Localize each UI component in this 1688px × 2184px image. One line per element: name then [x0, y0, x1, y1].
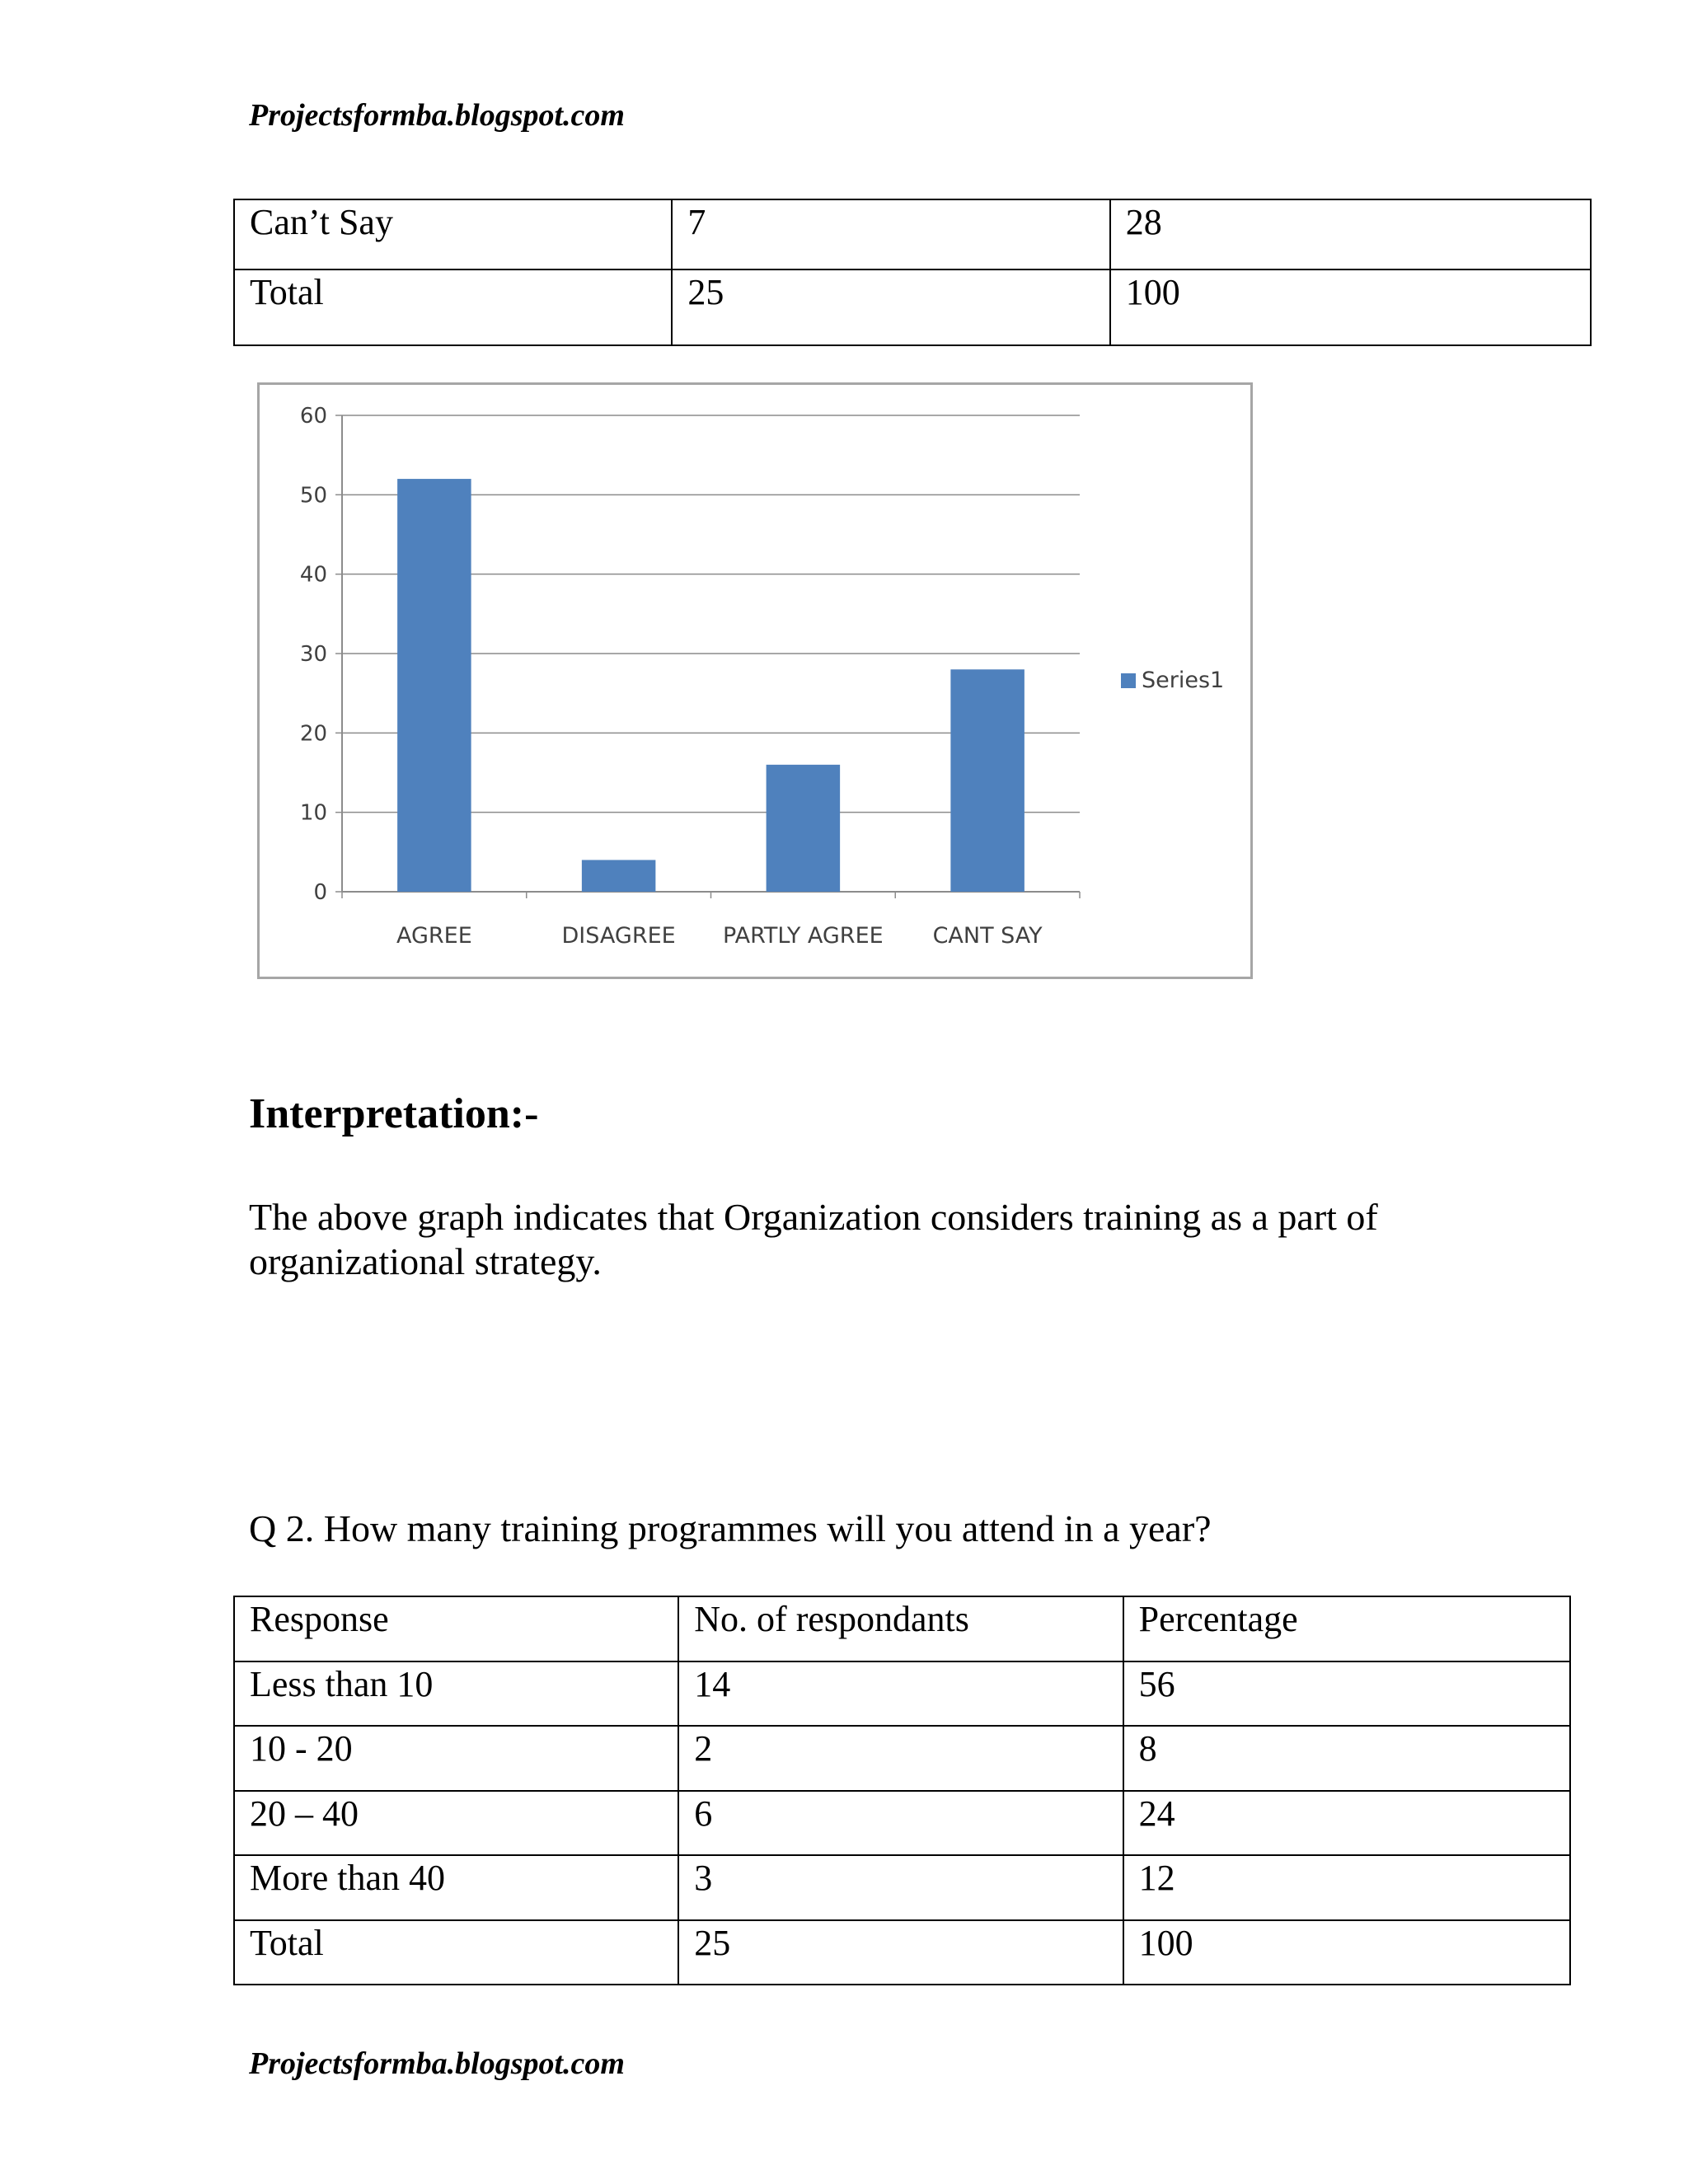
table-row — [234, 1661, 1570, 1727]
table-row — [234, 1726, 1570, 1791]
y-tick-label: 20 — [299, 721, 327, 747]
bar — [767, 765, 841, 892]
table-header-row — [234, 1596, 1570, 1661]
y-tick-label: 50 — [299, 483, 327, 509]
table-row — [234, 269, 1591, 345]
table-cell: 25 — [678, 1920, 1123, 1985]
table-row — [234, 1855, 1570, 1920]
bar — [582, 860, 656, 892]
table-header-cell: No. of respondants — [678, 1596, 1123, 1661]
table-cell: 8 — [1123, 1726, 1570, 1791]
bar — [950, 669, 1025, 892]
interpretation-line: organizational strategy. — [249, 1240, 602, 1282]
question-2-text: Q 2. How many training programmes will you attend in a year? — [249, 1507, 1212, 1549]
table-cell: Can’t Say — [234, 199, 672, 269]
table-cell: 10 - 20 — [234, 1726, 678, 1791]
table-cell: 6 — [678, 1791, 1123, 1856]
interpretation-title: Interpretation:- — [249, 1090, 539, 1137]
category-label: AGREE — [396, 923, 472, 949]
table-cell: 28 — [1110, 199, 1591, 269]
table-cell: 3 — [678, 1855, 1123, 1920]
bar-chart — [257, 382, 1253, 979]
table-row — [234, 199, 1591, 269]
table-cell: Less than 10 — [234, 1661, 678, 1727]
table-row — [234, 1920, 1570, 1985]
table-cell: 100 — [1123, 1920, 1570, 1985]
table-cell: 14 — [678, 1661, 1123, 1727]
page-footer: Projectsformba.blogspot.com — [249, 2046, 625, 2081]
category-label: PARTLY AGREE — [723, 923, 884, 949]
table-cell: 56 — [1123, 1661, 1570, 1727]
interpretation-text — [249, 1195, 1485, 1284]
table-cell: 20 – 40 — [234, 1791, 678, 1856]
table-cell: 12 — [1123, 1855, 1570, 1920]
response-table-continued — [233, 199, 1592, 346]
table-cell: 100 — [1110, 269, 1591, 345]
table-cell: 24 — [1123, 1791, 1570, 1856]
bar-chart-svg — [260, 385, 1250, 977]
table-cell: 7 — [672, 199, 1109, 269]
y-tick-label: 10 — [299, 800, 327, 826]
y-tick-label: 0 — [313, 880, 327, 905]
table-cell: 25 — [672, 269, 1109, 345]
question-2-table — [233, 1596, 1571, 1985]
table-row — [234, 1791, 1570, 1856]
y-tick-label: 40 — [299, 562, 327, 588]
table-cell: More than 40 — [234, 1855, 678, 1920]
table-header-cell: Response — [234, 1596, 678, 1661]
legend-swatch — [1121, 673, 1136, 688]
y-tick-label: 60 — [299, 404, 327, 429]
table-cell: 2 — [678, 1726, 1123, 1791]
table-cell: Total — [234, 269, 672, 345]
table-header-cell: Percentage — [1123, 1596, 1570, 1661]
interpretation-line: The above graph indicates that Organization considers training as a part of — [249, 1196, 1378, 1238]
category-label: CANT SAY — [932, 923, 1043, 949]
table-cell: Total — [234, 1920, 678, 1985]
legend-label: Series1 — [1142, 668, 1225, 693]
y-tick-label: 30 — [299, 642, 327, 667]
category-label: DISAGREE — [561, 923, 676, 949]
bar — [397, 479, 471, 892]
page-header: Projectsformba.blogspot.com — [249, 98, 625, 133]
